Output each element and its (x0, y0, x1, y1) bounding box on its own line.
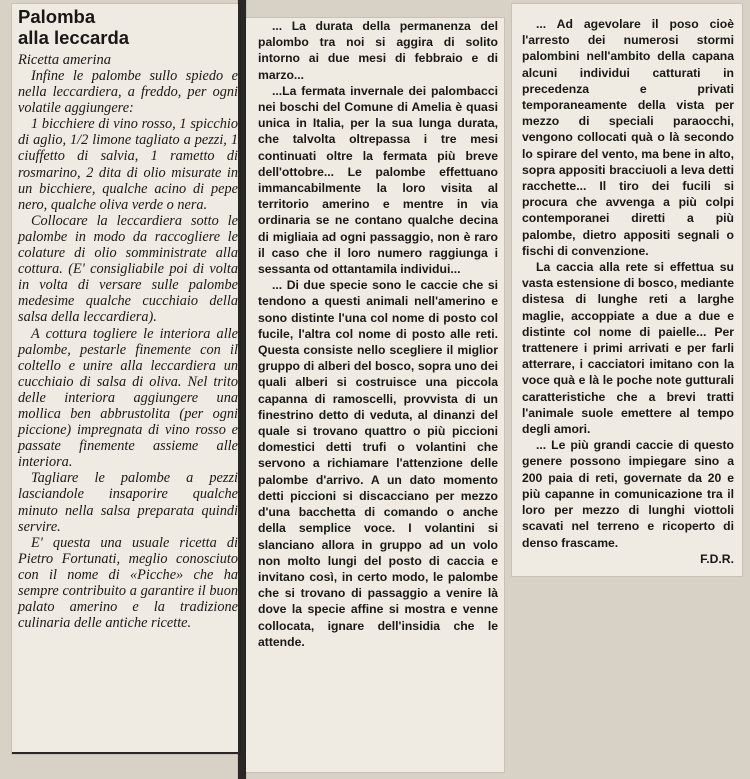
recipe-body (18, 68, 238, 631)
paragraph: Tagliare le palombe a pezzi lasciandole insaporire qualche minuto nella salsa preparata quindi servire. (18, 470, 238, 535)
hunting-column (512, 4, 742, 576)
paragraph: ...La fermata invernale dei palombacci nei boschi del Comune di Amelia è quasi unica in Italia, per la sua lunga durata, che talvolta oltrepassa i tre mesi continuati oltre la fermata più breve dell'ottobre... Le palombe effettuano immancabilmente la loro visita al territorio amerino e mentre in via ordinaria se ne contano qualche decina di migliaia ad ogni passaggio, non è raro il caso che il loro numero raggiunga i sessanta od ottantamila individui... (258, 83, 498, 277)
paragraph: E' questa una usuale ricetta di Pietro Fortunati, meglio conosciuto con il nome di «Picche» che ha sempre contribuito a garantire il buon palato amerino e la tradizione culinaria delle antiche ricette. (18, 534, 238, 632)
recipe-column (12, 4, 240, 754)
article-title: Palomba alla leccarda (18, 6, 130, 48)
author-signature: F.D.R. (700, 551, 734, 566)
paragraph: ... La durata della permanenza del palombo tra noi si aggira di solito intorno ai due mesi di febbraio e di marzo... (258, 19, 498, 82)
article-subtitle: Ricetta amerina (18, 52, 112, 68)
paragraph: ... Di due specie sono le caccie che si tendono a questi animali nell'amerino e sono distinte l'una col nome di posto col fucile, l'altra col nome di posto alle reti. Questa consiste nello scegliere il miglior gruppo di alberi del bosco, sopra uno dei quali alberi si costruisce una piccola capanna di ramoscelli, provvista di un finestrino detto di veduta, al dinanzi del quale si trovano quattro o più piccioni domestici detti trufi o volantini che servono a richiamare l'attenzione delle palombe d'arrivo. A un dato momento detti piccioni si discacciano per mezzo d'una bacchetta di comando o anche della semplice voce. I volantini si slanciano allora in gruppo ad un volo non molto lungi del posto di caccia e invitano così, in certo modo, le palombe che si trovano di passaggio a venire là dove la specie affine si mostra e venne collocata, ignare dell'insidia che le attende. (258, 278, 498, 649)
history-body (258, 18, 498, 650)
history-column (246, 18, 504, 772)
paragraph: 1 bicchiere di vino rosso, 1 spicchio di aglio, 1/2 limone tagliato a pezzi, 1 ciuffetto di salvia, 1 rametto di rosmarino, 2 dita di olio misurate in un bicchiere, qualche acino di pepe nero, qualche oliva verde o nera. (18, 116, 238, 213)
paragraph: ... Ad agevolare il poso cioè l'arresto dei numerosi stormi palombini nell'ambito della capana alcuni individui catturati in precedenza e privati temporaneamente della vista per mezzo di speciali paraocchi, vengono collocati quà o là secondo lo spirare del vento, ma bene in alto, sopra appositi bracciuoli a leva detti racchette... Il tiro dei fucili si procura che avvenga a più colpi contemporanei diretti a più palombe, dietro appositi segnali o fischi di convenzione. (522, 17, 734, 258)
paragraph: Collocare la leccardiera sotto le palombe in modo da raccogliere le colature di olio somministrate alla cottura. (E' consigliabile poi di volta in volta di versare sulle palombe medesime qualche cucchiaio della salsa della leccardiera). (18, 212, 238, 326)
paragraph: A cottura togliere le interiora alle palombe, pestarle finemente con il coltello e unire alla leccardiera un cucchiaio di salsa di oliva. Nel trito delle interiora aggiungere una mollica ben abbrustolita (per ogni piccione) impregnata di vino rosso e passate finemente assieme alle interiora. (18, 325, 238, 471)
paragraph: La caccia alla rete si effettua su vasta estensione di bosco, mediante distesa di lunghe reti a larghe maglie, accoppiate a due a due e distinte col nome di paielle... Per trattenere i primi arrivati e per farli atterrare, i cacciatori imitano con la voce quà e là le poche note gutturali caratteristiche che a brevi tratti l'animale suole emettere al tempo degli amori. (522, 260, 734, 437)
paragraph: Infine le palombe sullo spiedo e nella leccardiera, a freddo, per ogni volatile aggiungere: (18, 68, 238, 117)
hunting-body (522, 16, 734, 567)
paragraph: ... Le più grandi caccie di questo genere possono impiegare sino a 200 paia di reti, governate da 20 e più capanne in comunicazione tra il loro per mezzo di lunghi viottoli scavati nel terreno e ricoperto di denso frascame. (522, 438, 734, 550)
